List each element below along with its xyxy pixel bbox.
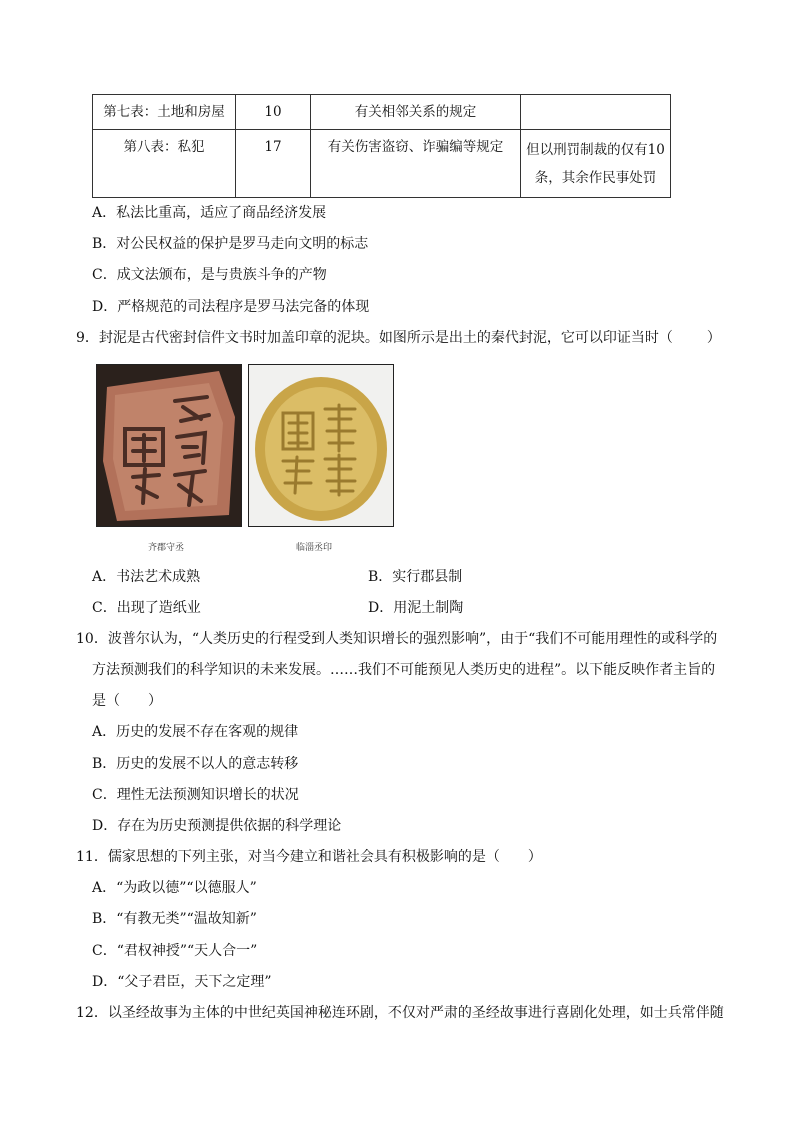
q9-option-d[interactable]: D．用泥土制陶	[368, 600, 464, 616]
q10-stem-line-1: 10．波普尔认为，“人类历史的行程受到人类知识增长的强烈影响”，由于“我们不可能用理性的或科学的	[76, 631, 718, 647]
q10-stem-line-2: 方法预测我们的科学知识的未来发展。……我们不可能预见人类历史的进程”。以下能反映作者主旨的	[92, 662, 716, 678]
q9-option-c[interactable]: C．出现了造纸业	[92, 600, 201, 616]
q11-option-b[interactable]: B．“有教无类”“温故知新”	[92, 911, 257, 927]
q8-option-c[interactable]: C．成文法颁布，是与贵族斗争的产物	[92, 267, 327, 283]
q9-option-b[interactable]: B．实行郡县制	[368, 569, 463, 585]
q10-option-d[interactable]: D．存在为历史预测提供依据的科学理论	[92, 818, 342, 834]
q8-option-b[interactable]: B．对公民权益的保护是罗马走向文明的标志	[92, 236, 369, 252]
q8-option-a[interactable]: A．私法比重高，适应了商品经济发展	[92, 205, 327, 221]
q11-option-a[interactable]: A．“为政以德”“以德服人”	[92, 880, 257, 896]
table-cell-name: 第八表：私犯	[93, 130, 236, 198]
table-note-line: 但以刑罚制裁的仅有10	[526, 141, 665, 158]
law-table	[92, 94, 671, 198]
clay-seal-image-right	[248, 364, 394, 527]
q11-option-c[interactable]: C．“君权神授”“天人合一”	[92, 943, 258, 959]
table-note-line: 条，其余作民事处罚	[534, 169, 657, 186]
clay-seal-image-left	[96, 364, 242, 527]
table-cell-content: 有关相邻关系的规定	[311, 95, 521, 130]
q8-option-d[interactable]: D．严格规范的司法程序是罗马法完备的体现	[92, 299, 370, 315]
q9-option-a[interactable]: A．书法艺术成熟	[92, 569, 201, 585]
table-row	[93, 95, 671, 130]
table-cell-note	[521, 95, 671, 130]
q11-option-d[interactable]: D．“父子君臣，天下之定理”	[92, 974, 272, 990]
image-caption-left: 齐郡守丞	[148, 543, 185, 553]
q10-option-c[interactable]: C．理性无法预测知识增长的状况	[92, 787, 299, 803]
q9-stem-text: 9．封泥是古代密封信件文书时加盖印章的泥块。如图所示是出土的秦代封泥，它可以印证当时（	[76, 330, 673, 346]
table-cell-name: 第七表：土地和房屋	[93, 95, 236, 130]
image-caption-right: 临淄丞印	[296, 543, 333, 553]
q9-stem-end: ）	[706, 330, 721, 346]
q10-option-b[interactable]: B．历史的发展不以人的意志转移	[92, 756, 299, 772]
table-cell-note	[521, 130, 671, 198]
q11-stem: 11．儒家思想的下列主张，对当今建立和谐社会具有积极影响的是（ ）	[76, 849, 542, 865]
q10-stem-line-3: 是（ ）	[92, 693, 162, 709]
q10-option-a[interactable]: A．历史的发展不存在客观的规律	[92, 724, 299, 740]
table-row	[93, 130, 671, 198]
table-cell-content: 有关伤害盗窃、诈骗编等规定	[311, 130, 521, 198]
clay-seal-right-graphic	[249, 365, 393, 526]
q12-stem-line-1: 12．以圣经故事为主体的中世纪英国神秘连环剧，不仅对严肃的圣经故事进行喜剧化处理，如士兵常伴随	[76, 1005, 724, 1021]
clay-seal-left-graphic	[97, 365, 241, 526]
table-cell-count: 17	[236, 130, 311, 198]
q9-stem	[76, 328, 721, 348]
table-cell-count: 10	[236, 95, 311, 130]
